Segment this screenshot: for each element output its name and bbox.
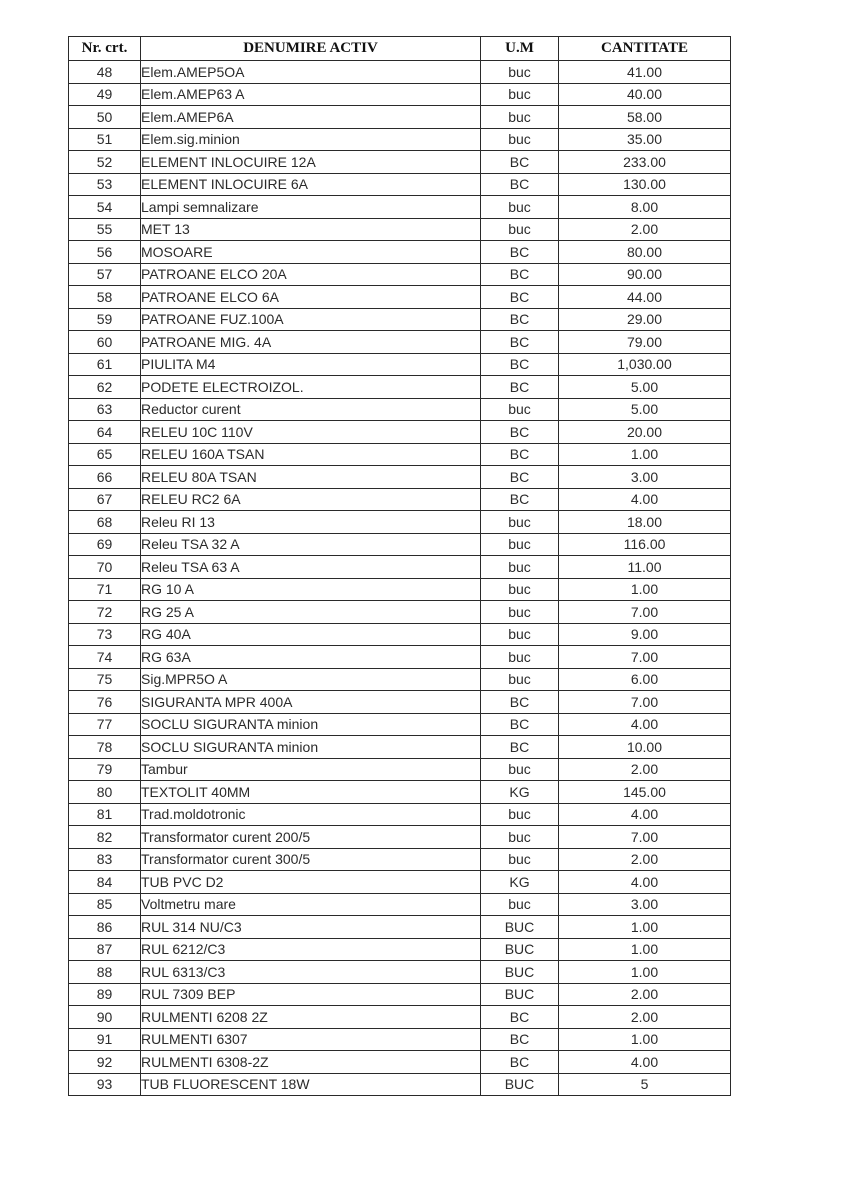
cell-denumire-activ: PATROANE MIG. 4A <box>141 331 481 354</box>
cell-cantitate: 5.00 <box>559 398 731 421</box>
header-denumire-activ: DENUMIRE ACTIV <box>141 37 481 61</box>
cell-denumire-activ: Releu TSA 32 A <box>141 533 481 556</box>
cell-nr-crt: 87 <box>69 938 141 961</box>
cell-nr-crt: 66 <box>69 466 141 489</box>
cell-nr-crt: 77 <box>69 713 141 736</box>
cell-nr-crt: 68 <box>69 511 141 534</box>
cell-um: BC <box>481 308 559 331</box>
table-row <box>69 286 731 309</box>
table-row <box>69 421 731 444</box>
table-row <box>69 1051 731 1074</box>
cell-denumire-activ: RG 63A <box>141 646 481 669</box>
cell-denumire-activ: RUL 7309 BEP <box>141 983 481 1006</box>
cell-cantitate: 41.00 <box>559 61 731 84</box>
cell-nr-crt: 74 <box>69 646 141 669</box>
cell-um: buc <box>481 578 559 601</box>
cell-um: buc <box>481 398 559 421</box>
cell-um: BC <box>481 736 559 759</box>
header-cantitate: CANTITATE <box>559 37 731 61</box>
cell-nr-crt: 90 <box>69 1006 141 1029</box>
cell-denumire-activ: MOSOARE <box>141 241 481 264</box>
cell-cantitate: 7.00 <box>559 691 731 714</box>
table-row <box>69 601 731 624</box>
cell-um: buc <box>481 106 559 129</box>
cell-cantitate: 2.00 <box>559 758 731 781</box>
header-row <box>69 37 731 61</box>
cell-um: BC <box>481 151 559 174</box>
cell-nr-crt: 48 <box>69 61 141 84</box>
table-row <box>69 938 731 961</box>
cell-nr-crt: 57 <box>69 263 141 286</box>
cell-cantitate: 4.00 <box>559 803 731 826</box>
cell-nr-crt: 53 <box>69 173 141 196</box>
cell-um: BUC <box>481 938 559 961</box>
cell-denumire-activ: RG 40A <box>141 623 481 646</box>
cell-nr-crt: 71 <box>69 578 141 601</box>
cell-denumire-activ: RUL 6313/C3 <box>141 961 481 984</box>
table-row <box>69 151 731 174</box>
cell-denumire-activ: SOCLU SIGURANTA minion <box>141 713 481 736</box>
table-row <box>69 893 731 916</box>
cell-denumire-activ: RG 25 A <box>141 601 481 624</box>
cell-cantitate: 3.00 <box>559 466 731 489</box>
cell-cantitate: 7.00 <box>559 646 731 669</box>
cell-cantitate: 233.00 <box>559 151 731 174</box>
cell-um: buc <box>481 668 559 691</box>
cell-cantitate: 40.00 <box>559 83 731 106</box>
cell-denumire-activ: RELEU 10C 110V <box>141 421 481 444</box>
table-row <box>69 1028 731 1051</box>
cell-um: BC <box>481 241 559 264</box>
cell-denumire-activ: ELEMENT INLOCUIRE 6A <box>141 173 481 196</box>
cell-denumire-activ: RELEU RC2 6A <box>141 488 481 511</box>
cell-cantitate: 10.00 <box>559 736 731 759</box>
table-row <box>69 61 731 84</box>
cell-denumire-activ: RUL 314 NU/C3 <box>141 916 481 939</box>
cell-nr-crt: 65 <box>69 443 141 466</box>
cell-nr-crt: 82 <box>69 826 141 849</box>
cell-denumire-activ: Voltmetru mare <box>141 893 481 916</box>
cell-cantitate: 29.00 <box>559 308 731 331</box>
cell-cantitate: 6.00 <box>559 668 731 691</box>
cell-nr-crt: 67 <box>69 488 141 511</box>
cell-um: buc <box>481 218 559 241</box>
cell-cantitate: 1.00 <box>559 938 731 961</box>
cell-cantitate: 18.00 <box>559 511 731 534</box>
cell-um: buc <box>481 893 559 916</box>
cell-um: buc <box>481 623 559 646</box>
table-row <box>69 826 731 849</box>
table-row <box>69 623 731 646</box>
cell-nr-crt: 49 <box>69 83 141 106</box>
cell-denumire-activ: SIGURANTA MPR 400A <box>141 691 481 714</box>
table-body <box>69 61 731 1096</box>
cell-cantitate: 1.00 <box>559 1028 731 1051</box>
cell-um: buc <box>481 83 559 106</box>
cell-nr-crt: 88 <box>69 961 141 984</box>
table-header <box>69 37 731 61</box>
cell-nr-crt: 63 <box>69 398 141 421</box>
cell-nr-crt: 58 <box>69 286 141 309</box>
table-row <box>69 1073 731 1096</box>
header-nr-crt: Nr. crt. <box>69 37 141 61</box>
cell-nr-crt: 51 <box>69 128 141 151</box>
table-row <box>69 466 731 489</box>
cell-nr-crt: 85 <box>69 893 141 916</box>
cell-um: BC <box>481 353 559 376</box>
cell-denumire-activ: Elem.AMEP5OA <box>141 61 481 84</box>
header-um: U.M <box>481 37 559 61</box>
cell-um: buc <box>481 646 559 669</box>
cell-denumire-activ: Tambur <box>141 758 481 781</box>
cell-cantitate: 9.00 <box>559 623 731 646</box>
cell-denumire-activ: RULMENTI 6307 <box>141 1028 481 1051</box>
cell-cantitate: 2.00 <box>559 1006 731 1029</box>
cell-denumire-activ: PODETE ELECTROIZOL. <box>141 376 481 399</box>
cell-denumire-activ: Elem.AMEP63 A <box>141 83 481 106</box>
cell-denumire-activ: ELEMENT INLOCUIRE 12A <box>141 151 481 174</box>
cell-um: BUC <box>481 983 559 1006</box>
table-row <box>69 848 731 871</box>
cell-um: BC <box>481 173 559 196</box>
cell-denumire-activ: Sig.MPR5O A <box>141 668 481 691</box>
cell-cantitate: 3.00 <box>559 893 731 916</box>
cell-cantitate: 130.00 <box>559 173 731 196</box>
cell-um: BUC <box>481 916 559 939</box>
cell-nr-crt: 92 <box>69 1051 141 1074</box>
cell-denumire-activ: PATROANE ELCO 6A <box>141 286 481 309</box>
cell-denumire-activ: TEXTOLIT 40MM <box>141 781 481 804</box>
cell-denumire-activ: PATROANE ELCO 20A <box>141 263 481 286</box>
cell-nr-crt: 79 <box>69 758 141 781</box>
table-row <box>69 668 731 691</box>
cell-cantitate: 2.00 <box>559 983 731 1006</box>
inventory-table <box>68 36 731 1096</box>
cell-nr-crt: 54 <box>69 196 141 219</box>
table-row <box>69 511 731 534</box>
cell-nr-crt: 70 <box>69 556 141 579</box>
cell-um: BC <box>481 286 559 309</box>
cell-cantitate: 145.00 <box>559 781 731 804</box>
table-row <box>69 556 731 579</box>
cell-um: BC <box>481 488 559 511</box>
cell-um: BC <box>481 1051 559 1074</box>
cell-um: buc <box>481 601 559 624</box>
table-row <box>69 488 731 511</box>
cell-denumire-activ: SOCLU SIGURANTA minion <box>141 736 481 759</box>
cell-um: BC <box>481 713 559 736</box>
table-row <box>69 106 731 129</box>
cell-nr-crt: 81 <box>69 803 141 826</box>
cell-cantitate: 20.00 <box>559 421 731 444</box>
cell-nr-crt: 64 <box>69 421 141 444</box>
cell-cantitate: 4.00 <box>559 1051 731 1074</box>
cell-nr-crt: 72 <box>69 601 141 624</box>
cell-denumire-activ: Elem.AMEP6A <box>141 106 481 129</box>
cell-denumire-activ: RG 10 A <box>141 578 481 601</box>
table-row <box>69 331 731 354</box>
cell-denumire-activ: Releu RI 13 <box>141 511 481 534</box>
table-row <box>69 1006 731 1029</box>
cell-cantitate: 2.00 <box>559 848 731 871</box>
cell-um: buc <box>481 848 559 871</box>
cell-nr-crt: 84 <box>69 871 141 894</box>
table-row <box>69 83 731 106</box>
cell-um: BUC <box>481 961 559 984</box>
cell-cantitate: 116.00 <box>559 533 731 556</box>
cell-cantitate: 80.00 <box>559 241 731 264</box>
cell-cantitate: 7.00 <box>559 826 731 849</box>
table-row <box>69 961 731 984</box>
cell-nr-crt: 76 <box>69 691 141 714</box>
cell-denumire-activ: RULMENTI 6208 2Z <box>141 1006 481 1029</box>
cell-um: BC <box>481 331 559 354</box>
cell-cantitate: 5 <box>559 1073 731 1096</box>
table-row <box>69 128 731 151</box>
cell-cantitate: 8.00 <box>559 196 731 219</box>
cell-nr-crt: 62 <box>69 376 141 399</box>
table-row <box>69 173 731 196</box>
cell-cantitate: 1.00 <box>559 916 731 939</box>
cell-nr-crt: 59 <box>69 308 141 331</box>
table-row <box>69 308 731 331</box>
cell-denumire-activ: TUB FLUORESCENT 18W <box>141 1073 481 1096</box>
cell-nr-crt: 50 <box>69 106 141 129</box>
cell-cantitate: 58.00 <box>559 106 731 129</box>
cell-denumire-activ: Transformator curent 200/5 <box>141 826 481 849</box>
table-row <box>69 646 731 669</box>
cell-cantitate: 35.00 <box>559 128 731 151</box>
cell-nr-crt: 69 <box>69 533 141 556</box>
cell-nr-crt: 75 <box>69 668 141 691</box>
cell-um: BC <box>481 691 559 714</box>
table-row <box>69 691 731 714</box>
cell-um: BC <box>481 443 559 466</box>
cell-cantitate: 2.00 <box>559 218 731 241</box>
table-row <box>69 353 731 376</box>
cell-denumire-activ: Elem.sig.minion <box>141 128 481 151</box>
cell-nr-crt: 83 <box>69 848 141 871</box>
table-row <box>69 781 731 804</box>
table-row <box>69 736 731 759</box>
cell-nr-crt: 61 <box>69 353 141 376</box>
cell-nr-crt: 78 <box>69 736 141 759</box>
cell-denumire-activ: Transformator curent 300/5 <box>141 848 481 871</box>
cell-denumire-activ: RUL 6212/C3 <box>141 938 481 961</box>
cell-nr-crt: 80 <box>69 781 141 804</box>
cell-cantitate: 79.00 <box>559 331 731 354</box>
cell-um: buc <box>481 556 559 579</box>
cell-um: buc <box>481 803 559 826</box>
table-row <box>69 443 731 466</box>
cell-cantitate: 1.00 <box>559 443 731 466</box>
cell-um: BC <box>481 421 559 444</box>
cell-cantitate: 5.00 <box>559 376 731 399</box>
cell-um: BC <box>481 263 559 286</box>
cell-nr-crt: 91 <box>69 1028 141 1051</box>
cell-denumire-activ: MET 13 <box>141 218 481 241</box>
table-row <box>69 241 731 264</box>
cell-nr-crt: 89 <box>69 983 141 1006</box>
table-row <box>69 758 731 781</box>
cell-denumire-activ: RULMENTI 6308-2Z <box>141 1051 481 1074</box>
table-row <box>69 533 731 556</box>
cell-denumire-activ: Trad.moldotronic <box>141 803 481 826</box>
cell-cantitate: 4.00 <box>559 488 731 511</box>
cell-denumire-activ: Reductor curent <box>141 398 481 421</box>
cell-um: buc <box>481 196 559 219</box>
cell-denumire-activ: RELEU 80A TSAN <box>141 466 481 489</box>
cell-um: buc <box>481 61 559 84</box>
table-row <box>69 916 731 939</box>
cell-nr-crt: 55 <box>69 218 141 241</box>
cell-nr-crt: 73 <box>69 623 141 646</box>
table-row <box>69 713 731 736</box>
cell-cantitate: 90.00 <box>559 263 731 286</box>
cell-um: buc <box>481 128 559 151</box>
cell-cantitate: 1.00 <box>559 578 731 601</box>
cell-nr-crt: 60 <box>69 331 141 354</box>
cell-nr-crt: 52 <box>69 151 141 174</box>
table-row <box>69 871 731 894</box>
cell-um: BC <box>481 1028 559 1051</box>
cell-um: KG <box>481 871 559 894</box>
cell-um: BC <box>481 376 559 399</box>
cell-um: buc <box>481 511 559 534</box>
cell-nr-crt: 86 <box>69 916 141 939</box>
table-row <box>69 218 731 241</box>
cell-um: BC <box>481 466 559 489</box>
cell-um: buc <box>481 758 559 781</box>
table-row <box>69 263 731 286</box>
cell-cantitate: 44.00 <box>559 286 731 309</box>
cell-cantitate: 4.00 <box>559 871 731 894</box>
cell-nr-crt: 56 <box>69 241 141 264</box>
cell-um: KG <box>481 781 559 804</box>
cell-nr-crt: 93 <box>69 1073 141 1096</box>
table-row <box>69 803 731 826</box>
cell-cantitate: 1.00 <box>559 961 731 984</box>
cell-cantitate: 11.00 <box>559 556 731 579</box>
cell-cantitate: 7.00 <box>559 601 731 624</box>
cell-denumire-activ: Lampi semnalizare <box>141 196 481 219</box>
table-row <box>69 398 731 421</box>
cell-denumire-activ: TUB PVC D2 <box>141 871 481 894</box>
cell-um: BC <box>481 1006 559 1029</box>
cell-um: BUC <box>481 1073 559 1096</box>
cell-um: buc <box>481 826 559 849</box>
table-row <box>69 376 731 399</box>
cell-denumire-activ: PATROANE FUZ.100A <box>141 308 481 331</box>
cell-cantitate: 4.00 <box>559 713 731 736</box>
cell-denumire-activ: Releu TSA 63 A <box>141 556 481 579</box>
cell-cantitate: 1,030.00 <box>559 353 731 376</box>
table-row <box>69 196 731 219</box>
cell-denumire-activ: PIULITA M4 <box>141 353 481 376</box>
cell-um: buc <box>481 533 559 556</box>
table-row <box>69 578 731 601</box>
table-row <box>69 983 731 1006</box>
cell-denumire-activ: RELEU 160A TSAN <box>141 443 481 466</box>
